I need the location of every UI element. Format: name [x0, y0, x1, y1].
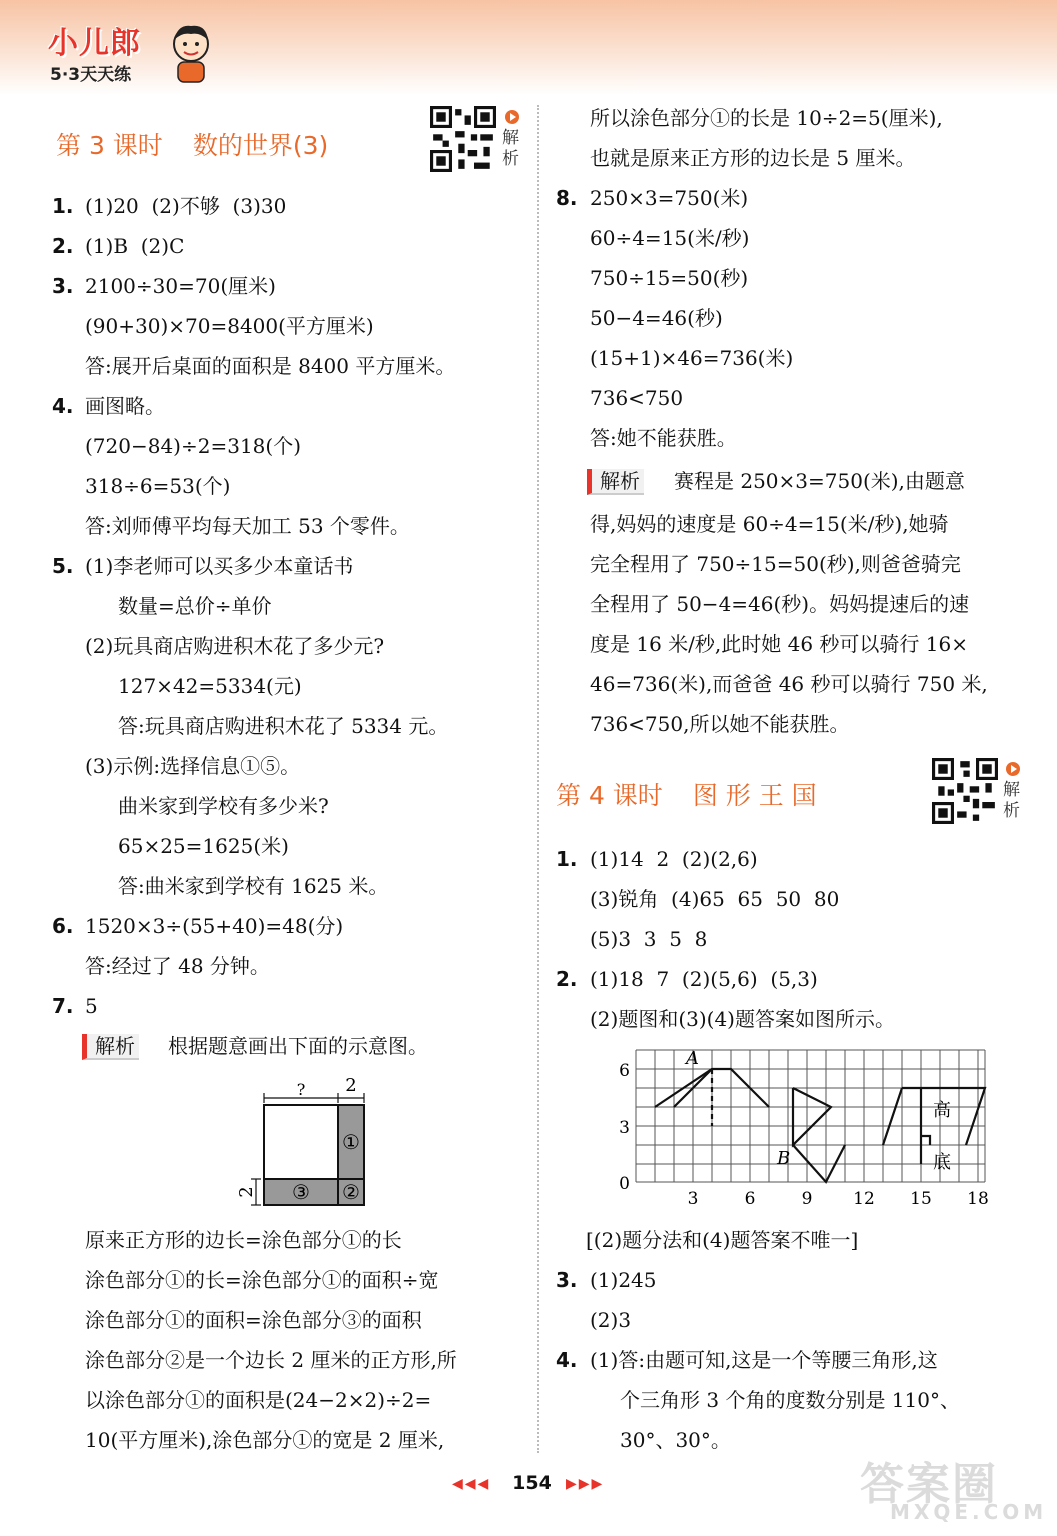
- q8-line: 250×3=750(米): [590, 186, 749, 210]
- q8-jiexi-line: 全程用了 50−4=46(秒)。妈妈提速后的速: [590, 592, 970, 616]
- q7-explain-line: 以涂色部分①的面积是(24−2×2)÷2=: [85, 1388, 432, 1412]
- diagram-part-3: ③: [292, 1180, 310, 1204]
- q7-jiexi-badge: 解析: [82, 1034, 139, 1060]
- diagram-height-label: 2: [236, 1186, 257, 1198]
- q4-line: (720−84)÷2=318(个): [85, 434, 302, 458]
- r4-line: 30°、30°。: [620, 1428, 731, 1452]
- q8-line: 答:她不能获胜。: [590, 426, 737, 450]
- q7-continued-line: 也就是原来正方形的边长是 5 厘米。: [590, 146, 916, 170]
- q3-line: (90+30)×70=8400(平方厘米): [85, 314, 374, 338]
- r4-line: 个三角形 3 个角的度数分别是 110°、: [620, 1388, 960, 1412]
- q7-number: 7.: [52, 994, 74, 1018]
- q8-jiexi-line: 完全程用了 750÷15=50(秒),则爸爸骑完: [590, 552, 961, 576]
- q7-continued-line: 所以涂色部分①的长是 10÷2=5(厘米),: [590, 106, 943, 130]
- r1-line: (1)14 2 (2)(2,6): [590, 847, 758, 871]
- q5-number: 5.: [52, 554, 74, 578]
- q5-line: 数量=总价÷单价: [118, 594, 272, 618]
- q3-line: 2100÷30=70(厘米): [85, 274, 276, 298]
- q4-line: 318÷6=53(个): [85, 474, 231, 498]
- q5-line: (3)示例:选择信息①⑤。: [85, 754, 301, 778]
- q6-line: 答:经过了 48 分钟。: [85, 954, 270, 978]
- q5-line: (2)玩具商店购进积木花了多少元?: [85, 634, 385, 658]
- q8-jiexi-line: 赛程是 250×3=750(米),由题意: [674, 469, 965, 493]
- grid-point-a: A: [686, 1048, 699, 1069]
- mascot-icon: [168, 22, 214, 84]
- play-icon: [505, 110, 519, 124]
- qr-code-icon[interactable]: [932, 758, 998, 824]
- qr-label: 解析: [1003, 780, 1020, 821]
- r2-line: (2)题图和(3)(4)题答案如图所示。: [590, 1007, 895, 1031]
- q4-line: 答:刘师傅平均每天加工 53 个零件。: [85, 514, 410, 538]
- r3-line: (2)3: [590, 1308, 632, 1332]
- q8-line: (15+1)×46=736(米): [590, 346, 794, 370]
- q7-explain-line: 涂色部分①的面积=涂色部分③的面积: [85, 1308, 422, 1332]
- q4-line: 画图略。: [85, 394, 165, 418]
- qr-label: 解析: [502, 128, 519, 169]
- grid-y-tick: 0: [619, 1174, 630, 1194]
- grid-x-tick: 9: [801, 1189, 813, 1209]
- section-4-topic: 图 形 王 国: [692, 781, 817, 810]
- q6-line: 1520×3÷(55+40)=48(分): [85, 914, 344, 938]
- section-4-lesson: 第 4 课时: [556, 781, 663, 810]
- q1-number: 1.: [52, 194, 74, 218]
- q7-answer: 5: [85, 994, 98, 1018]
- q7-jiexi-text: 根据题意画出下面的示意图。: [168, 1034, 428, 1058]
- diagram-unknown-label: ?: [296, 1080, 306, 1099]
- grid-x-tick: 3: [687, 1189, 699, 1209]
- r4-line: (1)答:由题可知,这是一个等腰三角形,这: [590, 1348, 938, 1372]
- section-3-title: [56, 126, 328, 162]
- watermark-title: 答案圈: [860, 1459, 998, 1510]
- grid-x-tick: 6: [744, 1189, 756, 1209]
- q7-explain-line: 涂色部分②是一个边长 2 厘米的正方形,所: [85, 1348, 457, 1372]
- q8-jiexi-line: 46=736(米),而爸爸 46 秒可以骑行 750 米,: [590, 672, 988, 696]
- q4-number: 4.: [52, 394, 74, 418]
- grid-y-tick: 6: [619, 1061, 630, 1081]
- column-divider: [537, 105, 539, 1453]
- q3-number: 3.: [52, 274, 74, 298]
- coordinate-grid: [612, 1044, 996, 1214]
- diagram-part-2: ②: [342, 1180, 360, 1204]
- grid-y-tick: 3: [619, 1118, 630, 1138]
- qr-code-icon[interactable]: [430, 106, 496, 172]
- page-number: 154: [512, 1472, 552, 1494]
- q5-line: 127×42=5334(元): [118, 674, 302, 698]
- q8-line: 736<750: [590, 386, 684, 410]
- q8-line: 750÷15=50(秒): [590, 266, 749, 290]
- q5-line: 65×25=1625(米): [118, 834, 289, 858]
- grid-x-tick: 12: [853, 1189, 875, 1209]
- diagram-width-label: 2: [345, 1075, 357, 1096]
- brand-logo: [18, 10, 208, 90]
- q2-number: 2.: [52, 234, 74, 258]
- q8-line: 60÷4=15(米/秒): [590, 226, 750, 250]
- r4-number: 4.: [556, 1348, 578, 1372]
- q5-line: 答:曲米家到学校有 1625 米。: [118, 874, 389, 898]
- r3-line: (1)245: [590, 1268, 657, 1292]
- q7-explain-line: 10(平方厘米),涂色部分①的宽是 2 厘米,: [85, 1428, 445, 1452]
- watermark-url: MXQE.COM: [890, 1500, 1048, 1524]
- q2-answer: (1)B (2)C: [85, 234, 185, 258]
- section-3-topic: 数的世界(3): [192, 131, 329, 160]
- logo-subtitle: 5·3天天练: [50, 65, 132, 85]
- q5-line: (1)李老师可以买多少本童话书: [85, 554, 354, 578]
- q8-jiexi-line: 736<750,所以她不能获胜。: [590, 712, 850, 736]
- next-arrows-icon: ▶▶▶: [566, 1476, 605, 1492]
- r1-number: 1.: [556, 847, 578, 871]
- grid-x-tick: 18: [967, 1189, 989, 1209]
- q5-line: 答:玩具商店购进积木花了 5334 元。: [118, 714, 449, 738]
- r2-number: 2.: [556, 967, 578, 991]
- logo-title: 小儿郎: [48, 26, 141, 61]
- r2-line: (1)18 7 (2)(5,6) (5,3): [590, 967, 818, 991]
- q8-jiexi-line: 得,妈妈的速度是 60÷4=15(米/秒),她骑: [590, 512, 949, 536]
- grid-label-base: 底: [933, 1152, 951, 1173]
- r2-note: [(2)题分法和(4)题答案不唯一]: [586, 1228, 859, 1252]
- r1-line: (5)3 3 5 8: [590, 927, 708, 951]
- q8-jiexi-line: 度是 16 米/秒,此时她 46 秒可以骑行 16×: [590, 632, 968, 656]
- section-4-title: [556, 776, 817, 812]
- q7-explain-line: 涂色部分①的长=涂色部分①的面积÷宽: [85, 1268, 439, 1292]
- q1-answer: (1)20 (2)不够 (3)30: [85, 194, 287, 218]
- diagram-part-1: ①: [342, 1130, 360, 1154]
- watermark: [850, 1448, 1050, 1528]
- r3-number: 3.: [556, 1268, 578, 1292]
- q6-number: 6.: [52, 914, 74, 938]
- q8-number: 8.: [556, 186, 578, 210]
- q8-jiexi-badge: 解析: [587, 469, 644, 495]
- q3-line: 答:展开后桌面的面积是 8400 平方厘米。: [85, 354, 456, 378]
- grid-label-height: 高: [933, 1100, 951, 1121]
- q7-explain-line: 原来正方形的边长=涂色部分①的长: [85, 1228, 402, 1252]
- section-3-lesson: 第 3 课时: [56, 131, 163, 160]
- q8-line: 50−4=46(秒): [590, 306, 723, 330]
- r1-line: (3)锐角 (4)65 65 50 80: [590, 887, 840, 911]
- q7-diagram: [232, 1075, 372, 1210]
- prev-arrows-icon: ◀◀◀: [452, 1476, 491, 1492]
- play-icon: [1006, 762, 1020, 776]
- grid-point-b: B: [777, 1148, 791, 1169]
- q5-line: 曲米家到学校有多少米?: [118, 794, 329, 818]
- grid-x-tick: 15: [910, 1189, 932, 1209]
